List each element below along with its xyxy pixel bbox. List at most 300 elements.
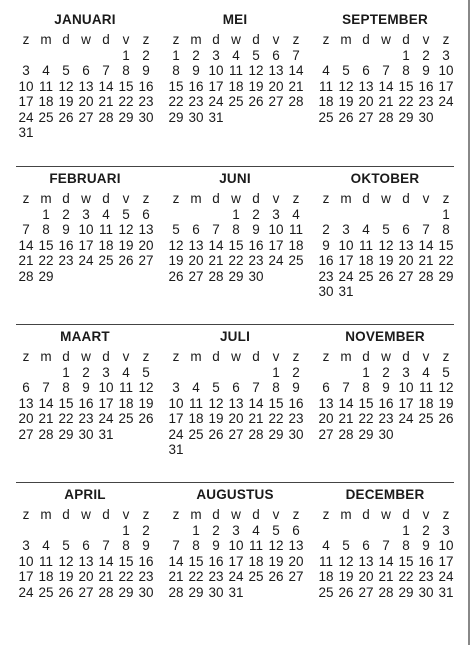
day-number: 2	[252, 206, 260, 222]
day-number: 5	[122, 206, 130, 222]
month-grid	[166, 507, 304, 600]
weekday-label: d	[362, 191, 370, 206]
day-number: 7	[42, 380, 50, 395]
day-number: 22	[168, 94, 184, 109]
day-number: 11	[38, 78, 53, 94]
day-number: 25	[288, 253, 304, 268]
day-number: 9	[82, 380, 90, 395]
weekday-label: w	[81, 507, 91, 522]
day-number: 24	[208, 94, 224, 109]
day-number: 19	[268, 553, 284, 569]
month-block	[166, 325, 304, 482]
day-number: 28	[208, 268, 224, 284]
day-number: 16	[418, 78, 434, 94]
day-number: 31	[338, 284, 354, 299]
day-number: 20	[228, 411, 244, 426]
day-number: 4	[192, 380, 200, 395]
weekday-label: z	[172, 507, 180, 522]
empty-cell	[376, 207, 396, 223]
empty-cell	[76, 48, 96, 64]
day-number: 28	[38, 426, 54, 442]
empty-cell	[16, 207, 36, 223]
day-number: 5	[442, 364, 450, 380]
day-number: 20	[78, 94, 94, 109]
day-number: 12	[168, 237, 184, 253]
weekday-label: w	[381, 349, 391, 364]
empty-cell	[356, 207, 376, 223]
day-number: 8	[122, 538, 130, 553]
day-number: 28	[98, 584, 114, 600]
day-number: 28	[168, 584, 184, 600]
empty-cell	[96, 48, 116, 64]
day-number: 2	[322, 222, 330, 237]
empty-cell	[356, 48, 376, 64]
day-number: 3	[402, 364, 410, 380]
day-number: 11	[418, 380, 433, 395]
day-number: 12	[268, 538, 284, 553]
empty-cell	[316, 48, 336, 64]
day-number: 2	[382, 364, 390, 380]
day-number: 17	[338, 253, 354, 268]
day-number: 1	[62, 364, 70, 380]
empty-cell	[36, 365, 56, 381]
day-number: 15	[398, 78, 414, 94]
day-number: 17	[398, 395, 414, 411]
month-grid	[166, 191, 304, 284]
month-block	[166, 483, 304, 640]
day-number: 31	[208, 109, 224, 125]
day-number: 4	[102, 206, 110, 222]
day-number: 11	[188, 395, 203, 411]
day-number: 24	[268, 253, 284, 268]
day-number: 14	[378, 553, 394, 569]
day-number: 29	[58, 426, 74, 442]
month-name: JUNI	[219, 171, 251, 186]
empty-cell	[316, 365, 336, 381]
day-number: 1	[42, 206, 50, 222]
weekday-label: z	[292, 191, 300, 206]
weekday-label: v	[122, 191, 130, 206]
day-number: 20	[358, 94, 374, 109]
empty-cell	[336, 207, 356, 223]
weekday-label: d	[102, 349, 110, 364]
day-number: 26	[58, 109, 74, 125]
day-number: 14	[208, 237, 224, 253]
day-number: 14	[248, 395, 264, 411]
day-number: 18	[418, 395, 434, 411]
day-number: 18	[38, 569, 54, 584]
day-number: 14	[98, 553, 114, 569]
empty-cell	[166, 207, 186, 223]
day-number: 28	[98, 109, 114, 125]
day-number: 27	[18, 426, 34, 442]
day-number: 17	[98, 395, 114, 411]
day-number: 5	[142, 364, 150, 380]
day-number: 9	[62, 222, 70, 237]
day-number: 25	[248, 569, 264, 584]
day-number: 25	[228, 94, 244, 109]
month-grid	[16, 191, 154, 284]
month-grid	[316, 191, 454, 300]
day-number: 12	[248, 63, 264, 78]
day-number: 8	[192, 538, 200, 553]
day-number: 27	[358, 109, 374, 125]
day-number: 17	[438, 553, 454, 569]
weekday-label: v	[272, 507, 280, 522]
weekday-label: d	[362, 32, 370, 47]
day-number: 31	[98, 426, 114, 442]
weekday-label: z	[142, 32, 150, 47]
day-number: 29	[118, 109, 134, 125]
month-block	[316, 8, 454, 166]
empty-cell	[36, 523, 56, 539]
empty-cell	[336, 365, 356, 381]
day-number: 9	[212, 538, 220, 553]
weekday-label: w	[81, 191, 91, 206]
day-number: 4	[362, 222, 370, 237]
day-number: 30	[378, 426, 394, 442]
day-number: 27	[78, 584, 94, 600]
month-name: JANUARI	[54, 12, 116, 27]
weekday-label: z	[442, 32, 450, 47]
weekday-label: d	[252, 349, 260, 364]
weekday-label: z	[172, 191, 180, 206]
month-block	[16, 167, 154, 324]
empty-cell	[396, 207, 416, 223]
day-number: 15	[398, 553, 414, 569]
weekday-label: d	[212, 507, 220, 522]
day-number: 4	[322, 538, 330, 553]
day-number: 13	[318, 395, 334, 411]
day-number: 22	[228, 253, 244, 268]
empty-cell	[376, 48, 396, 64]
weekday-label: d	[402, 349, 410, 364]
empty-cell	[96, 523, 116, 539]
day-number: 21	[98, 94, 114, 109]
month-block	[16, 325, 154, 482]
day-number: 26	[438, 411, 454, 426]
day-number: 27	[268, 94, 284, 109]
day-number: 6	[272, 47, 280, 63]
weekday-label: v	[122, 349, 130, 364]
day-number: 20	[358, 569, 374, 584]
day-number: 16	[248, 237, 264, 253]
weekday-label: w	[231, 507, 241, 522]
day-number: 7	[252, 380, 260, 395]
day-number: 19	[208, 411, 224, 426]
day-number: 14	[338, 395, 354, 411]
day-number: 28	[18, 268, 34, 284]
day-number: 6	[402, 222, 410, 237]
day-number: 15	[118, 78, 134, 94]
weekday-label: d	[252, 507, 260, 522]
day-number: 17	[208, 78, 224, 94]
day-number: 6	[192, 222, 200, 237]
day-number: 26	[338, 109, 354, 125]
day-number: 24	[228, 569, 244, 584]
day-number: 2	[142, 47, 150, 63]
day-number: 21	[288, 78, 304, 94]
day-number: 12	[438, 380, 454, 395]
day-number: 11	[358, 237, 373, 253]
month-block	[316, 483, 454, 640]
day-number: 26	[208, 426, 224, 442]
month-name: FEBRUARI	[49, 171, 121, 186]
day-number: 11	[228, 63, 243, 78]
day-number: 13	[358, 553, 374, 569]
day-number: 8	[272, 380, 280, 395]
day-number: 2	[422, 47, 430, 63]
calendar-row	[16, 8, 454, 166]
day-number: 24	[438, 94, 454, 109]
day-number: 19	[338, 569, 354, 584]
day-number: 18	[118, 395, 134, 411]
day-number: 27	[318, 426, 334, 442]
day-number: 12	[58, 78, 74, 94]
empty-cell	[16, 365, 36, 381]
weekday-label: w	[231, 191, 241, 206]
day-number: 10	[168, 395, 184, 411]
day-number: 11	[118, 380, 133, 395]
empty-cell	[226, 365, 246, 381]
day-number: 19	[58, 569, 74, 584]
weekday-label: v	[422, 507, 430, 522]
day-number: 28	[338, 426, 354, 442]
day-number: 20	[268, 78, 284, 94]
day-number: 27	[398, 268, 414, 284]
day-number: 16	[288, 395, 304, 411]
day-number: 25	[98, 253, 114, 268]
day-number: 9	[292, 380, 300, 395]
day-number: 2	[292, 364, 300, 380]
weekday-label: z	[442, 507, 450, 522]
weekday-label: z	[292, 349, 300, 364]
day-number: 10	[208, 63, 224, 78]
day-number: 7	[22, 222, 30, 237]
day-number: 26	[378, 268, 394, 284]
day-number: 24	[338, 268, 354, 284]
day-number: 30	[248, 268, 264, 284]
day-number: 9	[142, 63, 150, 78]
calendar-row	[16, 166, 454, 324]
day-number: 19	[138, 395, 154, 411]
weekday-label: w	[381, 191, 391, 206]
month-name: OKTOBER	[350, 171, 420, 186]
day-number: 18	[38, 94, 54, 109]
weekday-label: v	[272, 32, 280, 47]
day-number: 10	[228, 538, 244, 553]
empty-cell	[56, 523, 76, 539]
day-number: 13	[78, 78, 94, 94]
day-number: 31	[228, 584, 244, 600]
day-number: 30	[138, 109, 154, 125]
day-number: 26	[168, 268, 184, 284]
empty-cell	[16, 48, 36, 64]
day-number: 1	[122, 47, 130, 63]
day-number: 8	[362, 380, 370, 395]
weekday-label: z	[172, 32, 180, 47]
weekday-label: z	[172, 349, 180, 364]
day-number: 1	[362, 364, 370, 380]
day-number: 12	[338, 553, 354, 569]
day-number: 4	[422, 364, 430, 380]
day-number: 18	[228, 78, 244, 94]
weekday-label: m	[340, 191, 352, 206]
day-number: 10	[18, 553, 34, 569]
day-number: 14	[288, 63, 304, 78]
day-number: 7	[422, 222, 430, 237]
day-number: 21	[18, 253, 34, 268]
weekday-label: d	[102, 507, 110, 522]
day-number: 22	[398, 94, 414, 109]
weekday-label: z	[292, 507, 300, 522]
day-number: 18	[188, 411, 204, 426]
weekday-label: z	[322, 191, 330, 206]
day-number: 23	[418, 569, 434, 584]
weekday-label: z	[322, 32, 330, 47]
day-number: 18	[358, 253, 374, 268]
month-grid	[16, 507, 154, 600]
empty-cell	[76, 523, 96, 539]
day-number: 25	[188, 426, 204, 442]
day-number: 19	[168, 253, 184, 268]
day-number: 23	[248, 253, 264, 268]
day-number: 4	[42, 63, 50, 78]
day-number: 23	[318, 268, 334, 284]
day-number: 18	[318, 94, 334, 109]
day-number: 16	[138, 553, 154, 569]
day-number: 21	[248, 411, 264, 426]
day-number: 23	[378, 411, 394, 426]
weekday-label: d	[402, 32, 410, 47]
empty-cell	[186, 365, 206, 381]
day-number: 24	[168, 426, 184, 442]
day-number: 23	[418, 94, 434, 109]
empty-cell	[316, 207, 336, 223]
day-number: 11	[98, 222, 113, 237]
day-number: 4	[322, 63, 330, 78]
day-number: 6	[322, 380, 330, 395]
day-number: 22	[118, 94, 134, 109]
day-number: 12	[338, 78, 354, 94]
weekday-label: d	[102, 191, 110, 206]
day-number: 1	[402, 47, 410, 63]
day-number: 30	[418, 109, 434, 125]
day-number: 21	[208, 253, 224, 268]
weekday-label: m	[190, 349, 202, 364]
day-number: 17	[78, 237, 94, 253]
empty-cell	[206, 365, 226, 381]
day-number: 3	[212, 47, 220, 63]
day-number: 11	[248, 538, 263, 553]
day-number: 8	[42, 222, 50, 237]
day-number: 16	[188, 78, 204, 94]
day-number: 18	[248, 553, 264, 569]
day-number: 16	[418, 553, 434, 569]
day-number: 17	[228, 553, 244, 569]
day-number: 24	[78, 253, 94, 268]
weekday-label: d	[402, 191, 410, 206]
day-number: 24	[18, 109, 34, 125]
day-number: 25	[358, 268, 374, 284]
day-number: 9	[252, 222, 260, 237]
day-number: 3	[22, 538, 30, 553]
weekday-label: z	[22, 349, 30, 364]
day-number: 6	[82, 63, 90, 78]
weekday-label: d	[62, 349, 70, 364]
day-number: 29	[268, 426, 284, 442]
month-grid	[316, 507, 454, 600]
day-number: 9	[192, 63, 200, 78]
empty-cell	[186, 207, 206, 223]
day-number: 20	[398, 253, 414, 268]
weekday-label: w	[81, 349, 91, 364]
day-number: 22	[358, 411, 374, 426]
day-number: 17	[268, 237, 284, 253]
day-number: 1	[402, 522, 410, 538]
weekday-label: d	[62, 191, 70, 206]
day-number: 29	[118, 584, 134, 600]
month-name: JULI	[219, 329, 251, 344]
month-name: MAART	[60, 329, 110, 344]
day-number: 8	[442, 222, 450, 237]
day-number: 3	[172, 380, 180, 395]
day-number: 5	[342, 538, 350, 553]
calendar-row	[16, 482, 454, 640]
day-number: 25	[318, 109, 334, 125]
day-number: 30	[78, 426, 94, 442]
day-number: 12	[58, 553, 74, 569]
day-number: 7	[212, 222, 220, 237]
day-number: 6	[142, 206, 150, 222]
day-number: 27	[228, 426, 244, 442]
day-number: 10	[438, 538, 454, 553]
empty-cell	[36, 48, 56, 64]
day-number: 29	[228, 268, 244, 284]
day-number: 24	[438, 569, 454, 584]
day-number: 5	[382, 222, 390, 237]
day-number: 20	[138, 237, 154, 253]
weekday-label: m	[190, 191, 202, 206]
weekday-label: v	[272, 349, 280, 364]
day-number: 14	[418, 237, 434, 253]
day-number: 5	[212, 380, 220, 395]
day-number: 3	[232, 522, 240, 538]
day-number: 26	[118, 253, 134, 268]
day-number: 11	[318, 78, 333, 94]
day-number: 14	[98, 78, 114, 94]
day-number: 3	[102, 364, 110, 380]
empty-cell	[56, 48, 76, 64]
day-number: 30	[318, 284, 334, 299]
day-number: 20	[318, 411, 334, 426]
day-number: 9	[322, 237, 330, 253]
month-grid	[166, 349, 304, 458]
day-number: 8	[172, 63, 180, 78]
day-number: 23	[58, 253, 74, 268]
weekday-label: d	[362, 349, 370, 364]
day-number: 22	[188, 569, 204, 584]
empty-cell	[206, 207, 226, 223]
day-number: 14	[38, 395, 54, 411]
day-number: 1	[122, 522, 130, 538]
day-number: 29	[398, 584, 414, 600]
day-number: 22	[438, 253, 454, 268]
weekday-label: v	[422, 191, 430, 206]
day-number: 28	[378, 584, 394, 600]
weekday-label: m	[340, 349, 352, 364]
day-number: 1	[192, 522, 200, 538]
